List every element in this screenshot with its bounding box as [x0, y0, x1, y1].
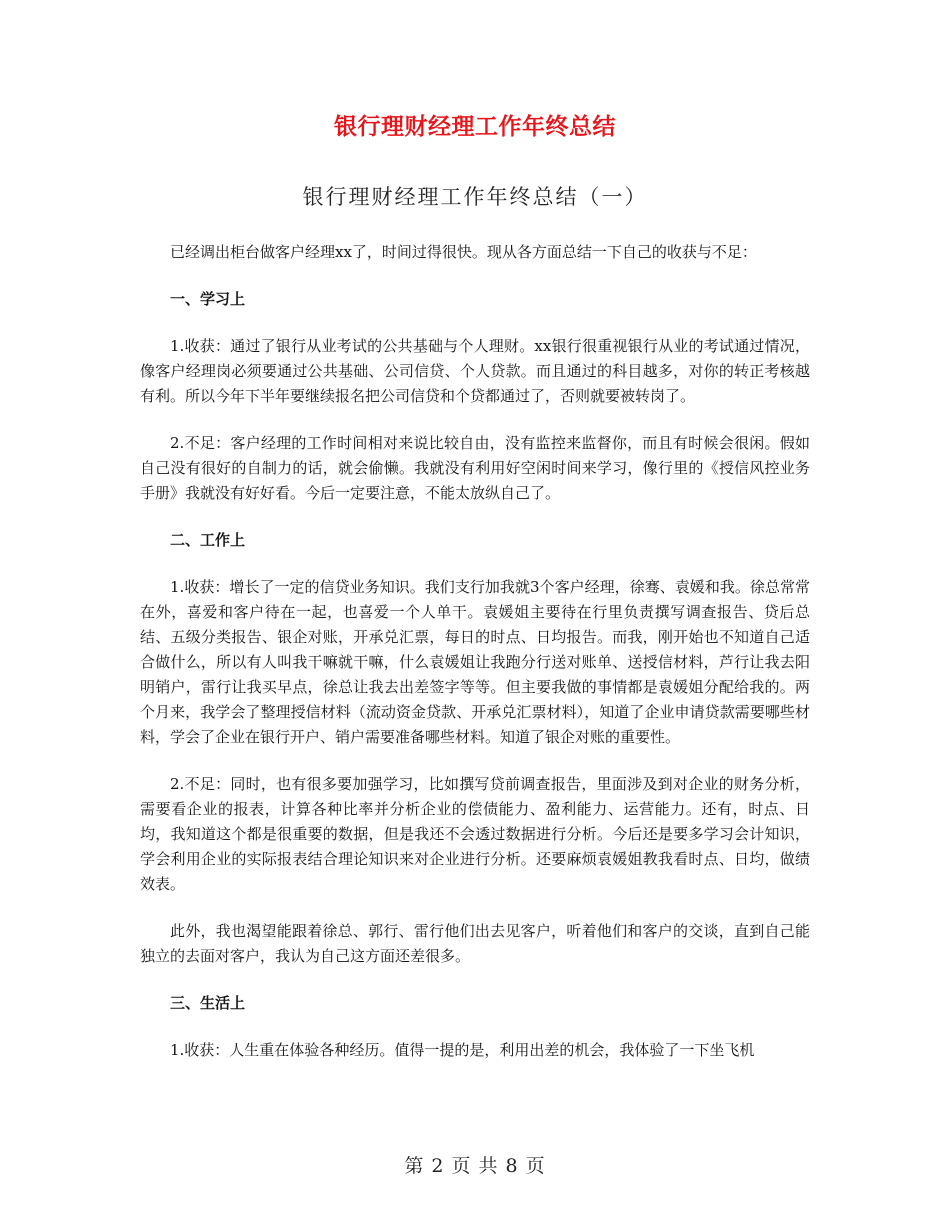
section-heading-study: 一、学习上: [170, 290, 246, 308]
page-footer: 第 2 页 共 8 页: [404, 1155, 546, 1177]
document-title: 银行理财经理工作年终总结: [334, 114, 616, 140]
document-body: [140, 240, 810, 1085]
intro-paragraph: 已经调出柜台做客户经理xx了，时间过得很快。现从各方面总结一下自己的收获与不足：: [170, 243, 757, 261]
paragraph-work-shortfall: 2.不足：同时，也有很多要加强学习，比如撰写贷前调查报告，里面涉及到对企业的财务分析，需要看企业的报表，计算各种比率并分析企业的偿债能力、盈利能力、运营能力。还有，时点、日均，我知道这个都是很重要的数据，但是我还不会透过数据进行分析。今后还是要多学习会计知识，学会利用企业的实际报表结合理论知识来对企业进行分析。还要麻烦袁媛姐教我看时点、日均，做绩效表。: [140, 775, 810, 893]
paragraph-study-shortfall: 2.不足：客户经理的工作时间相对来说比较自由，没有监控来监督你，而且有时候会很闲。假如自己没有很好的自制力的话，就会偷懒。我就没有利用好空闲时间来学习，像行里的《授信风控业务手册》我就没有好好看。今后一定要注意，不能太放纵自己了。: [140, 434, 810, 502]
section-heading-work: 二、工作上: [170, 531, 246, 549]
paragraph-life-gain: 1.收获：人生重在体验各种经历。值得一提的是，利用出差的机会，我体验了一下坐飞机: [170, 1041, 755, 1059]
section-heading-life: 三、生活上: [170, 994, 246, 1012]
paragraph-study-gain: 1.收获：通过了银行从业考试的公共基础与个人理财。xx银行很重视银行从业的考试通过情况，像客户经理岗必须要通过公共基础、公司信贷、个人贷款。而且通过的科目越多，对你的转正考核越有利。所以今年下半年要继续报名把公司信贷和个贷都通过了，否则就要被转岗了。: [140, 337, 810, 405]
paragraph-work-gain: 1.收获：增长了一定的信贷业务知识。我们支行加我就3个客户经理，徐骞、袁媛和我。徐总常常在外，喜爱和客户待在一起，也喜爱一个人单干。袁媛姐主要待在行里负责撰写调查报告、贷后总结、五级分类报告、银企对账，开承兑汇票，每日的时点、日均报告。而我，刚开始也不知道自己适合做什么，所以有人叫我干嘛就干嘛，什么袁媛姐让我跑分行送对账单、送授信材料，芦行让我去阳明销户，雷行让我买早点，徐总让我去出差签字等等。但主要我做的事情都是袁媛姐分配给我的。两个月来，我学会了整理授信材料（流动资金贷款、开承兑汇票材料），知道了企业申请贷款需要哪些材料，学会了企业在银行开户、销户需要准备哪些材料。知道了银企对账的重要性。: [140, 578, 810, 746]
document-subtitle: 银行理财经理工作年终总结（一）: [302, 185, 648, 209]
paragraph-work-additional: 此外，我也渴望能跟着徐总、郭行、雷行他们出去见客户，听着他们和客户的交谈，直到自己能独立的去面对客户，我认为自己这方面还差很多。: [140, 922, 810, 965]
